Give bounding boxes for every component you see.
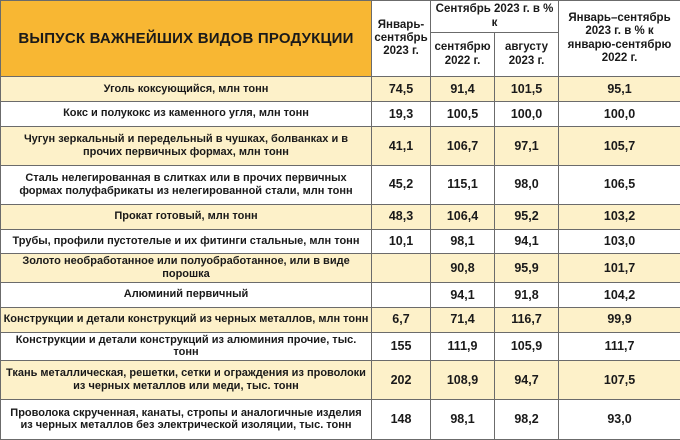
- row-sep-2022: 106,4: [431, 204, 495, 229]
- row-sep-2022: 71,4: [431, 307, 495, 332]
- table-row: [1, 101, 680, 126]
- row-name: Алюминий первичный: [1, 282, 372, 307]
- header-aug-2023: августу 2023 г.: [495, 33, 559, 77]
- row-sep-2022: 94,1: [431, 282, 495, 307]
- row-aug-2023: 95,2: [495, 204, 559, 229]
- row-sep-2022: 100,5: [431, 101, 495, 126]
- row-jan-sep: 6,7: [372, 307, 431, 332]
- table-row: [1, 254, 680, 282]
- row-aug-2023: 91,8: [495, 282, 559, 307]
- row-name: Сталь нелегированная в слитках или в прочих первичных формах полуфабрикаты из нелегированной стали, млн тонн: [1, 165, 372, 204]
- row-jan-sep: 202: [372, 360, 431, 399]
- row-jan-sep: 148: [372, 399, 431, 439]
- row-sep-2022: 108,9: [431, 360, 495, 399]
- row-aug-2023: 98,0: [495, 165, 559, 204]
- row-jan-sep: 10,1: [372, 229, 431, 254]
- row-jan-sep-pct: 93,0: [559, 399, 680, 439]
- header-sep-2022: сентябрю 2022 г.: [431, 33, 495, 77]
- table-row: [1, 282, 680, 307]
- row-aug-2023: 100,0: [495, 101, 559, 126]
- row-aug-2023: 98,2: [495, 399, 559, 439]
- row-aug-2023: 105,9: [495, 332, 559, 360]
- row-aug-2023: 101,5: [495, 77, 559, 102]
- row-jan-sep-pct: 106,5: [559, 165, 680, 204]
- row-sep-2022: 90,8: [431, 254, 495, 282]
- row-jan-sep-pct: 99,9: [559, 307, 680, 332]
- row-jan-sep-pct: 103,0: [559, 229, 680, 254]
- row-name: Конструкции и детали конструкций из алюминия прочие, тыс. тонн: [1, 332, 372, 360]
- table-title: ВЫПУСК ВАЖНЕЙШИХ ВИДОВ ПРОДУКЦИИ: [1, 1, 372, 77]
- row-aug-2023: 95,9: [495, 254, 559, 282]
- header-jan-sep-2023: Январь-сентябрь 2023 г.: [372, 1, 431, 77]
- row-sep-2022: 106,7: [431, 126, 495, 165]
- table-row: [1, 204, 680, 229]
- row-jan-sep-pct: 105,7: [559, 126, 680, 165]
- row-jan-sep: 155: [372, 332, 431, 360]
- table-row: [1, 399, 680, 439]
- row-aug-2023: 94,7: [495, 360, 559, 399]
- row-name: Проволока скрученная, канаты, стропы и аналогичные изделия из черных металлов без электрической изоляции, тыс. тонн: [1, 399, 372, 439]
- row-name: Ткань металлическая, решетки, сетки и ограждения из проволоки из черных металлов или меди, тыс. тонн: [1, 360, 372, 399]
- row-jan-sep-pct: 95,1: [559, 77, 680, 102]
- row-name: Конструкции и детали конструкций из черных металлов, млн тонн: [1, 307, 372, 332]
- row-name: Уголь коксующийся, млн тонн: [1, 77, 372, 102]
- row-jan-sep-pct: 103,2: [559, 204, 680, 229]
- row-name: Кокс и полукокс из каменного угля, млн тонн: [1, 101, 372, 126]
- table-row: [1, 360, 680, 399]
- header-jan-sep-pct: Январь–сентябрь 2023 г. в % к январю-сентябрю 2022 г.: [559, 1, 680, 77]
- row-name: Трубы, профили пустотелые и их фитинги стальные, млн тонн: [1, 229, 372, 254]
- row-jan-sep: 48,3: [372, 204, 431, 229]
- row-jan-sep-pct: 111,7: [559, 332, 680, 360]
- row-jan-sep-pct: 107,5: [559, 360, 680, 399]
- row-sep-2022: 91,4: [431, 77, 495, 102]
- table-row: [1, 165, 680, 204]
- row-jan-sep: 74,5: [372, 77, 431, 102]
- table-row: [1, 332, 680, 360]
- row-name: Чугун зеркальный и передельный в чушках, болванках и в прочих первичных формах, млн тонн: [1, 126, 372, 165]
- table-row: [1, 77, 680, 102]
- table-row: [1, 126, 680, 165]
- table-row: [1, 229, 680, 254]
- row-jan-sep: [372, 254, 431, 282]
- row-name: Прокат готовый, млн тонн: [1, 204, 372, 229]
- row-jan-sep-pct: 100,0: [559, 101, 680, 126]
- row-aug-2023: 94,1: [495, 229, 559, 254]
- row-sep-2022: 111,9: [431, 332, 495, 360]
- header-sep-group: Сентябрь 2023 г. в % к: [431, 1, 559, 33]
- row-jan-sep-pct: 104,2: [559, 282, 680, 307]
- row-jan-sep-pct: 101,7: [559, 254, 680, 282]
- row-sep-2022: 115,1: [431, 165, 495, 204]
- table-row: [1, 307, 680, 332]
- row-jan-sep: 45,2: [372, 165, 431, 204]
- row-aug-2023: 116,7: [495, 307, 559, 332]
- row-jan-sep: [372, 282, 431, 307]
- row-name: Золото необработанное или полуобработанное, или в виде порошка: [1, 254, 372, 282]
- row-aug-2023: 97,1: [495, 126, 559, 165]
- row-sep-2022: 98,1: [431, 399, 495, 439]
- row-jan-sep: 19,3: [372, 101, 431, 126]
- row-jan-sep: 41,1: [372, 126, 431, 165]
- row-sep-2022: 98,1: [431, 229, 495, 254]
